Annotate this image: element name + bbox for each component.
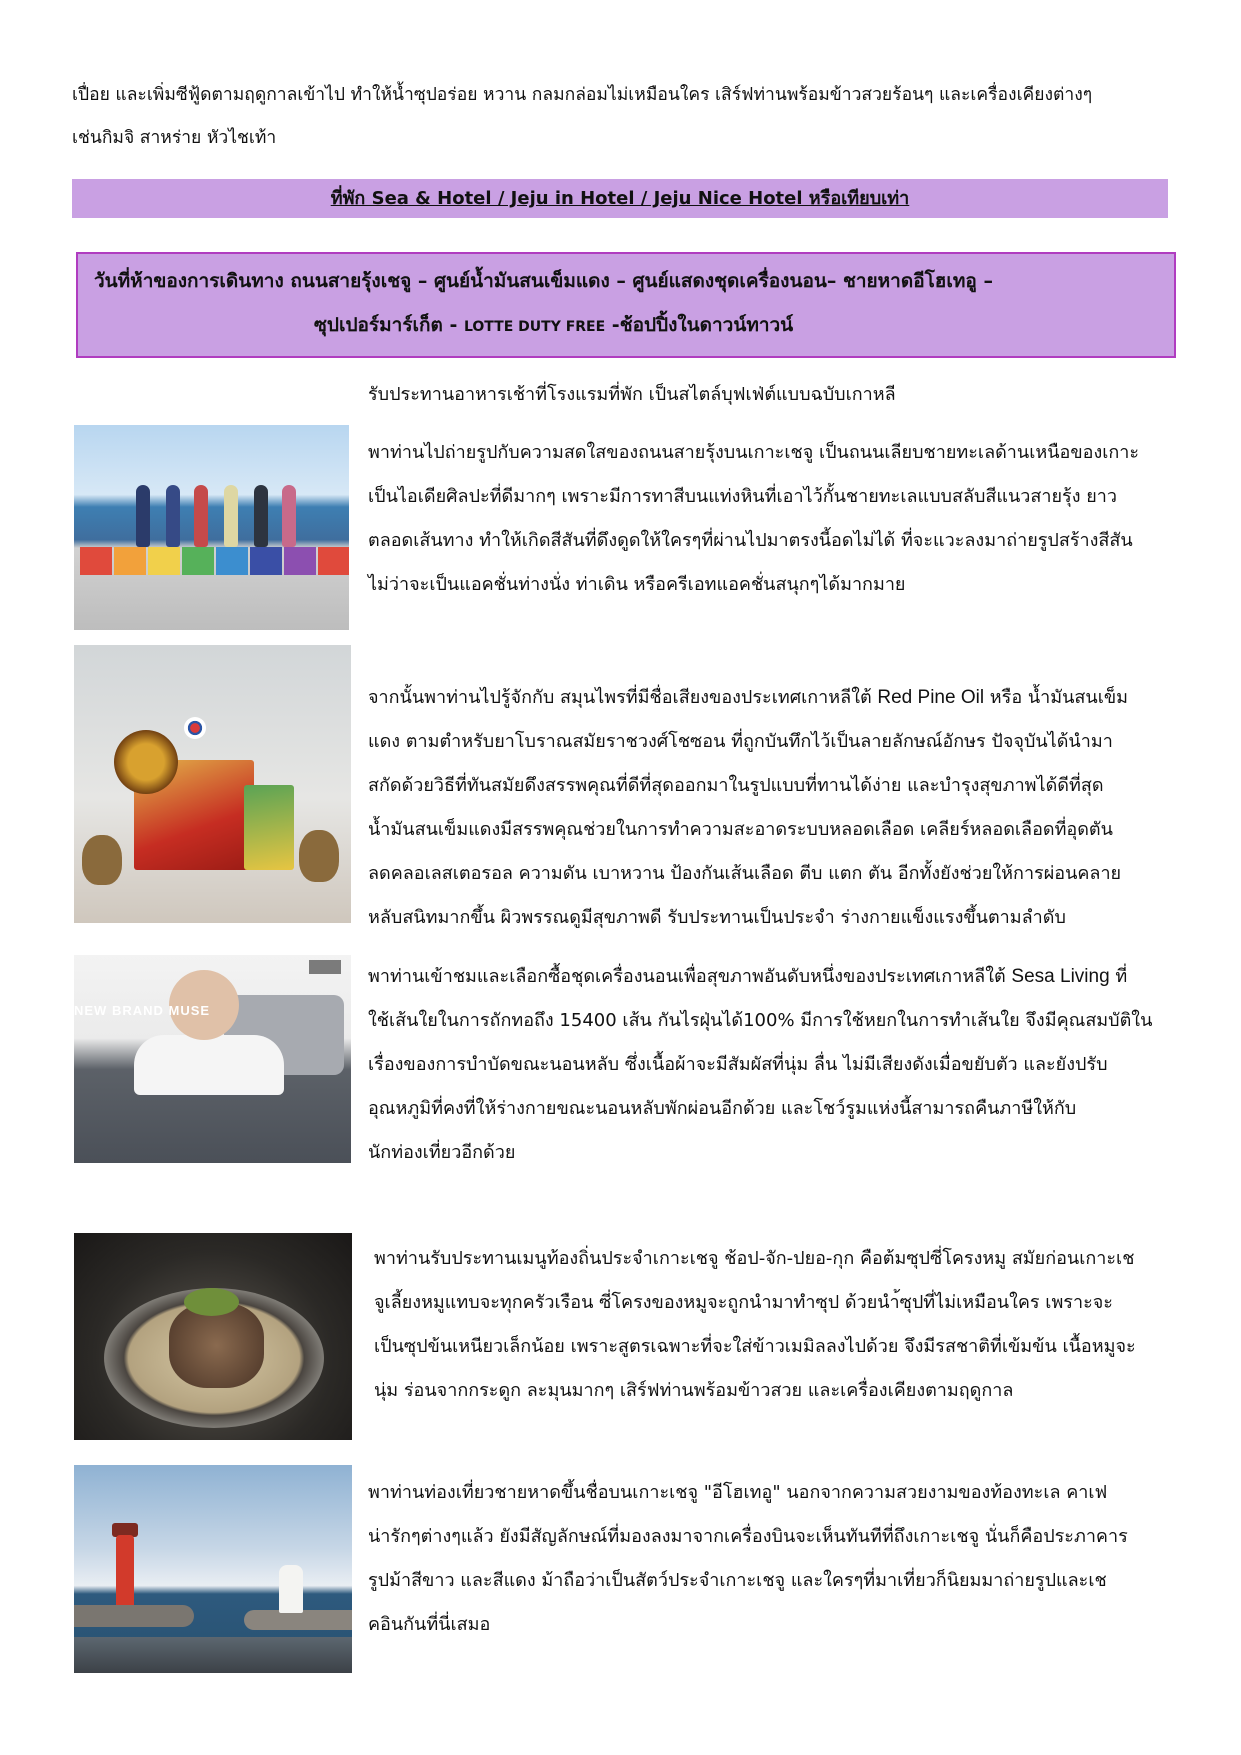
paragraph-line: หลับสนิทมากขึ้น ผิวพรรณดูมีสุขภาพดี รับประทานเป็นประจำ ร่างกายแข็งแรงขึ้นตามลำดับ xyxy=(368,907,1066,928)
hotel-banner xyxy=(72,179,1168,218)
rainbow-road-photo xyxy=(74,425,349,630)
pork-bone-soup-photo xyxy=(74,1233,352,1440)
paragraph-line: นุ่ม ร่อนจากกระดูก ละมุนมากๆ เสิร์ฟท่านพร้อมข้าวสวย และเครื่องเคียงตามฤดูกาล xyxy=(374,1380,1014,1401)
intro-line: เช่นกิมจิ สาหร่าย หัวไชเท้า xyxy=(72,128,277,148)
image-caption: NEW BRAND MUSE xyxy=(74,1003,211,1018)
paragraph-line: เป็นไอเดียศิลปะที่ดีมากๆ เพราะมีการทาสีบนแท่งหินที่เอาไว้กั้นชายทะเลแบบสลับสีแนวสายรุ้ง ยาว xyxy=(368,486,1117,507)
pork-soup-paragraph xyxy=(374,1237,1174,1413)
paragraph-line: นักท่องเที่ยวอีกด้วย xyxy=(368,1142,516,1163)
paragraph-line: แดง ตามตำหรับยาโบราณสมัยราชวงศ์โชซอน ที่ถูกบันทึกไว้เป็นลายลักษณ์อักษร ปัจจุบันได้นำมา xyxy=(368,731,1113,752)
iho-tewoo-paragraph xyxy=(368,1471,1168,1647)
day-title-line-2 xyxy=(314,308,793,344)
paragraph-text: จากนั้นพาท่านไปรู้จักกับ สมุนไพรที่มีชื่อเสียงของประเทศเกาหลีใต้ xyxy=(368,687,878,708)
paragraph-line: รูปม้าสีขาว และสีแดง ม้าถือว่าเป็นสัตว์ประจำเกาะเชจู และใครๆที่มาเที่ยวก็นิยมมาถ่ายรูปและเช xyxy=(368,1570,1107,1591)
paragraph-line: น้ำมันสนเข็มแดงมีสรรพคุณช่วยในการทำความสะอาดระบบหลอดเลือด เคลียร์หลอดเลือดที่อุดตัน xyxy=(368,819,1113,840)
paragraph-line: ตลอดเส้นทาง ทำให้เกิดสีสันที่ดึงดูดให้ใครๆที่ผ่านไปมาตรงนี้อดไม่ได้ ที่จะแวะลงมาถ่ายรูปสร้างสีสัน xyxy=(368,530,1133,551)
bedding-showroom-photo xyxy=(74,955,351,1163)
paragraph-line: คอินกันที่นี่เสมอ xyxy=(368,1614,491,1635)
paragraph-line xyxy=(368,955,1168,999)
paragraph-line xyxy=(368,676,1168,720)
red-pine-oil-paragraph xyxy=(368,676,1168,940)
paragraph-line: ใช้เส้นใยในการถักทอถึง 15400 เส้น กันไรฝุ่นได้100% มีการใช้หยกในการทำเส้นใย จึงมีคุณสมบัติใน xyxy=(368,1010,1153,1031)
paragraph-line: พาท่านไปถ่ายรูปกับความสดใสของถนนสายรุ้งบนเกาะเชจู เป็นถนนเลียบชายทะเลด้านเหนือของเกาะ xyxy=(368,442,1140,463)
hotel-text: ที่พัก Sea & Hotel / Jeju in Hotel / Jeju Nice Hotel หรือเทียบเท่า xyxy=(330,188,910,209)
sesa-living-paragraph xyxy=(368,955,1168,1175)
iho-tewoo-beach-photo xyxy=(74,1465,352,1673)
paragraph-line: จูเลี้ยงหมูแทบจะทุกครัวเรือน ซี่โครงของหมูจะถูกนำมาทำซุป ด้วยนำ้ซุปที่ไม่เหมือนใคร เพราะจะ xyxy=(374,1292,1113,1313)
paragraph-line: อุณหภูมิที่คงที่ให้ร่างกายขณะนอนหลับพักผ่อนอีกด้วย และโชว์รูมแห่งนี้สามารถคืนภาษีให้กับ xyxy=(368,1098,1077,1119)
paragraph-line: น่ารักๆต่างๆแล้ว ยังมีสัญลักษณ์ที่มองลงมาจากเครื่องบินจะเห็นทันทีที่ถึงเกาะเชจู นั่นก็คือประภาคาร xyxy=(368,1526,1128,1547)
paragraph-line: ไม่ว่าจะเป็นแอคชั่นท่างนั่ง ท่าเดิน หรือครีเอทแอคชั่นสนุกๆได้มากมาย xyxy=(368,574,906,595)
paragraph-line: ลดคลอเลสเตอรอล ความดัน เบาหวาน ป้องกันเส้นเลือด ตีบ แตก ตัน อีกทั้งยังช่วยให้การผ่อนคลาย xyxy=(368,863,1122,884)
paragraph-line: พาท่านรับประทานเมนูท้องถิ่นประจำเกาะเชจู ช้อป-จัก-ปยอ-กุก คือต้มซุปซี่โครงหมู สมัยก่อนเกาะเช xyxy=(374,1248,1135,1269)
day-title-part: ซุปเปอร์มาร์เก็ต - xyxy=(314,314,464,336)
day-title-duty-free: LOTTE DUTY FREE xyxy=(463,319,606,335)
paragraph-text: พาท่านเข้าชมและเลือกซื้อชุดเครื่องนอนเพื่อสุขภาพอันดับหนึ่งของประเทศเกาหลีใต้ xyxy=(368,966,1012,987)
red-pine-oil-photo xyxy=(74,645,351,923)
breakfast-text: รับประทานอาหารเช้าที่โรงแรมที่พัก เป็นสไตล์บุฟเฟ่ต์แบบฉบับเกาหลี xyxy=(368,384,896,405)
paragraph-text: หรือ น้ำมันสนเข็ม xyxy=(984,687,1129,708)
rainbow-road-paragraph xyxy=(368,431,1168,607)
paragraph-line: พาท่านท่องเที่ยวชายหาดขึ้นชื่อบนเกาะเชจู "อีโฮเทอู" นอกจากความสวยงามของท้องทะเล คาเฟ xyxy=(368,1482,1108,1503)
paragraph-line: เรื่องของการบำบัดขณะนอนหลับ ซึ่งเนื้อผ้าจะมีสัมผัสที่นุ่ม ลื่น ไม่มีเสียงดังเมื่อขยับตัว และยังปรับ xyxy=(368,1054,1108,1075)
brand-name: Sesa Living xyxy=(1011,966,1110,987)
day-title-line: วันที่ห้าของการเดินทาง ถนนสายรุ้งเชจู – ศูนย์น้ำมันสนเข็มแดง – ศูนย์แสดงชุดเครื่องนอน– ชายหาดอีโฮเทอู – xyxy=(94,270,993,292)
intro-paragraph xyxy=(72,74,1172,160)
day-title-part: -ช้อปปิ้งในดาวน์ทาวน์ xyxy=(605,314,794,336)
paragraph-line: เป็นซุปข้นเหนียวเล็กน้อย เพราะสูตรเฉพาะที่จะใส่ข้าวเมมิลลงไปด้วย จึงมีรสชาติที่เข้มข้น เนื้อหมูจะ xyxy=(374,1336,1136,1357)
product-name: Red Pine Oil xyxy=(877,687,985,708)
day-header xyxy=(76,252,1176,358)
paragraph-line: สกัดด้วยวิธีที่ทันสมัยดึงสรรพคุณที่ดีที่สุดออกมาในรูปแบบที่ทานได้ง่าย และบำรุงสุขภาพได้ดีที่สุด xyxy=(368,775,1104,796)
paragraph-text: ที่ xyxy=(1109,966,1128,987)
intro-line: เปื่อย และเพิ่มซีฟู้ดตามฤดูกาลเข้าไป ทำให้น้ำซุปอร่อย หวาน กลมกล่อมไม่เหมือนใคร เสิร์ฟท่านพร้อมข้าวสวยร้อนๆ และเครื่องเคียงต่างๆ xyxy=(72,85,1093,105)
